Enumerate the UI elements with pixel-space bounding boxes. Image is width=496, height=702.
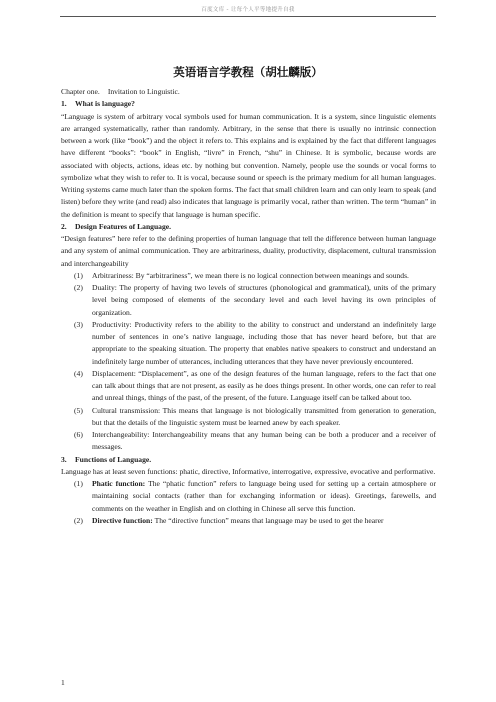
list-marker: (1) xyxy=(74,479,83,488)
top-banner: 百度文库 - 让每个人平等地提升自我 xyxy=(201,7,295,13)
chapter-label: Chapter one. xyxy=(61,87,100,96)
section-heading-text: Design Features of Language. xyxy=(75,221,172,231)
document-title: 英语语言学教程（胡壮麟版） xyxy=(173,65,323,79)
list-marker: (5) xyxy=(74,405,83,415)
list-item-text: Duality: The property of having two levels of structures (phonological and grammatical), units of the primary level being composed of elements of the secondary level and each level having its own principles of organization. xyxy=(92,283,436,317)
list-item xyxy=(61,368,436,405)
list-item xyxy=(61,429,436,454)
section-heading xyxy=(61,98,436,110)
chapter-line xyxy=(61,86,436,98)
list-marker: (2) xyxy=(74,515,83,525)
page-number: 1 xyxy=(61,678,65,687)
section-number: 3. xyxy=(61,454,67,464)
list-marker: (1) xyxy=(74,270,83,280)
chapter-title: Invitation to Linguistic. xyxy=(107,87,180,96)
list-item-text: Productivity: Productivity refers to the ability to the ability to construct and understand an indefinitely large number of sentences in one’s native language, including those that has never heard before, but that are appropriate to the speaking situation. The property that enables native speakers to construct and understand an indefinitely large number of utterances, including utterances that they have never previously encountered. xyxy=(92,319,436,366)
section-heading-text: Functions of Language. xyxy=(75,454,152,464)
list-item-text: Displacement: “Displacement”, as one of the design features of the human language, refers to the fact that one can talk about things that are not present, as easily as he does things present. In other words, one can refer to real and unreal things, things of the past, of the present, of the future. Language itself can be talked about too. xyxy=(92,368,436,403)
list-item xyxy=(61,478,436,515)
section-number: 1. xyxy=(61,99,67,109)
section-heading xyxy=(61,454,436,466)
list-item xyxy=(61,270,436,282)
list-item-term: Phatic function: xyxy=(92,479,146,488)
list-item-text: Arbitrariness: By “arbitrariness”, we mean there is no logical connection between meanings and sounds. xyxy=(92,270,409,280)
list-item-text: Cultural transmission: This means that language is not biologically transmitted from generation to generation, but that the details of the linguistic system must be learned anew by each speaker. xyxy=(92,405,436,427)
section-paragraph: “Language is system of arbitrary vocal symbols used for human communication. It is a system, since linguistic elements are arranged systematically, rather than randomly. Arbitrary, in the sense that there is usually no intrinsic connection between a work (like “book”) and the object it refers to. This explains and is explained by the fact that different languages have different “books”: “book” in English, “livre” in French, “shu” in Chinese. It is symbolic, because words are associated with objects, actions, ideas etc. by nothing but convention. Namely, people use the sounds or vocal forms to symbolize what they wish to refer to. It is vocal, because sound or speech is the primary medium for all human languages. Writing systems came much later than the spoken forms. The fact that small children learn and can only learn to speak (and listen) before they write (and read) also indicates that language is primarily vocal, rather than written. The term “human” in the definition is meant to specify that language is human specific. xyxy=(61,111,436,219)
list-marker: (6) xyxy=(74,430,83,439)
list-item xyxy=(61,515,436,527)
list-item-text: Interchangeability: Interchangeability means that any human being can be both a producer and a receiver of messages. xyxy=(92,430,436,452)
list-item-text: The “directive function” means that language may be used to get the hearer xyxy=(152,515,384,525)
list-item xyxy=(61,319,436,368)
section-heading-text: What is language? xyxy=(75,99,135,109)
list-marker: (3) xyxy=(74,319,83,329)
header-rule xyxy=(60,16,436,17)
list-marker: (2) xyxy=(74,283,83,292)
list-marker: (4) xyxy=(74,368,83,378)
section-paragraph: “Design features” here refer to the defining properties of human language that tell the difference between human language and any system of animal communication. They are arbitrariness, duality, productivity, displacement, cultural transmission and interchangeability xyxy=(61,234,436,268)
design-features-list xyxy=(61,270,436,454)
section-number: 2. xyxy=(61,221,67,231)
functions-list xyxy=(61,478,436,527)
section-paragraph: Language has at least seven functions: phatic, directive, Informative, interrogative, expressive, evocative and performative. xyxy=(61,466,436,476)
section-heading xyxy=(61,221,436,233)
list-item xyxy=(61,282,436,319)
list-item xyxy=(61,405,436,430)
list-item-text: The “phatic function” refers to language being used for setting up a certain atmosphere or maintaining social contacts (rather than for exchanging information or ideas). Greetings, farewells, and comments on the weather in English and on clothing in Chinese all serve this function. xyxy=(92,479,437,513)
list-item-term: Directive function: xyxy=(92,515,153,525)
document-body xyxy=(61,86,436,527)
